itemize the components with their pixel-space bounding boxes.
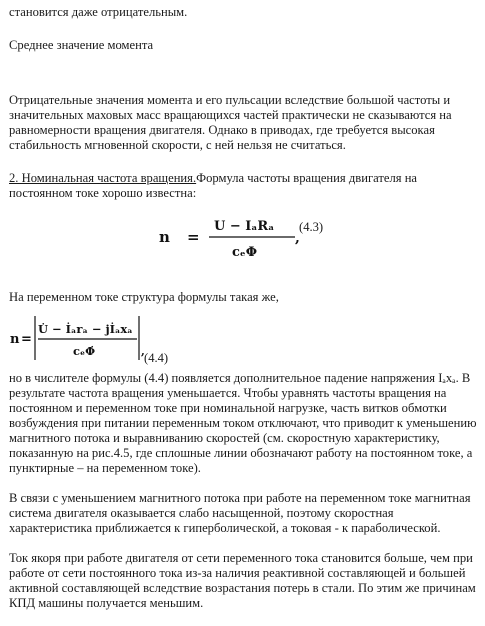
section-heading-rest: Формула частоты вращения двигателя на постоянном токе хорошо известна:	[9, 171, 418, 200]
formula-4-3-comma: ,	[295, 230, 300, 246]
formula-4-4-graphic	[9, 313, 149, 365]
paragraph-ac-structure: На переменном токе структура формулы такая же,	[9, 290, 279, 304]
formula-4-3-number: (4.3)	[299, 220, 324, 234]
formula-4-4-equals: =	[21, 332, 32, 347]
formula-4-4-denominator: cₑΦ̇	[73, 344, 96, 358]
formula-4-3-lhs: n	[159, 228, 170, 246]
section-heading-link[interactable]: 2. Номинальная частота вращения.	[9, 171, 197, 185]
formula-4-4	[9, 313, 477, 363]
paragraph-ac-drop: но в числителе формулы (4.4) появляется дополнительное падение напряжения Iₐxₐ. В результате частота вращения уменьшается. Чтобы уравнять частоты вращения на постоянном и переменном токе при номинальной нагрузке, часть витков обмотки возбуждения при питании переменным током отключают, что приводит к уменьшению магнитного потока и выравниванию скоростей (см. скоростную характеристику, показанную на рис.4.5, где сплошные линии обозначают работу на постоянном токе, а пунктирные – на переменном токе).	[9, 371, 477, 475]
formula-4-4-comma: ,	[141, 345, 145, 358]
document-page	[9, 5, 477, 626]
formula-4-4-number: (4.4)	[144, 351, 169, 365]
paragraph-nominal-speed	[9, 171, 477, 201]
paragraph-mean-torque: Среднее значение момента	[9, 38, 154, 52]
paragraph-magnetic-flux: В связи с уменьшением магнитного потока при работе на переменном токе магнитная система двигателя оказывается слабо насыщенной, поэтому скоростная характеристика приближается к гиперболической, а токовая - к параболической.	[9, 491, 471, 535]
paragraph-intro: становится даже отрицательным.	[9, 5, 188, 19]
formula-4-3-numerator: U − IₐRₐ	[214, 219, 275, 234]
formula-4-4-lhs: n	[10, 332, 20, 347]
paragraph-negative-torque: Отрицательные значения момента и его пульсации вследствие большой частоты и значительных маховых масс вращающихся частей практически не сказываются на равномерности вращения двигателя. Однако в приводах, где требуется высокая стабильность мгновенной скорости, с ней нельзя не считаться.	[9, 93, 452, 152]
formula-4-3	[9, 206, 477, 268]
formula-4-4-numerator: U̇ − İₐrₐ − jİₐxₐ	[38, 322, 133, 336]
formula-4-3-denominator: cₑΦ	[232, 245, 258, 260]
formula-4-3-graphic	[157, 206, 307, 266]
formula-4-3-equals: =	[187, 228, 200, 246]
paragraph-armature-current: Ток якоря при работе двигателя от сети переменного тока становится больше, чем при работе от сети постоянного тока из-за наличия реактивной составляющей и большей активной составляющей вследствие возрастания потерь в стали. По этим же причинам КПД машины получается меньшим.	[9, 551, 476, 610]
